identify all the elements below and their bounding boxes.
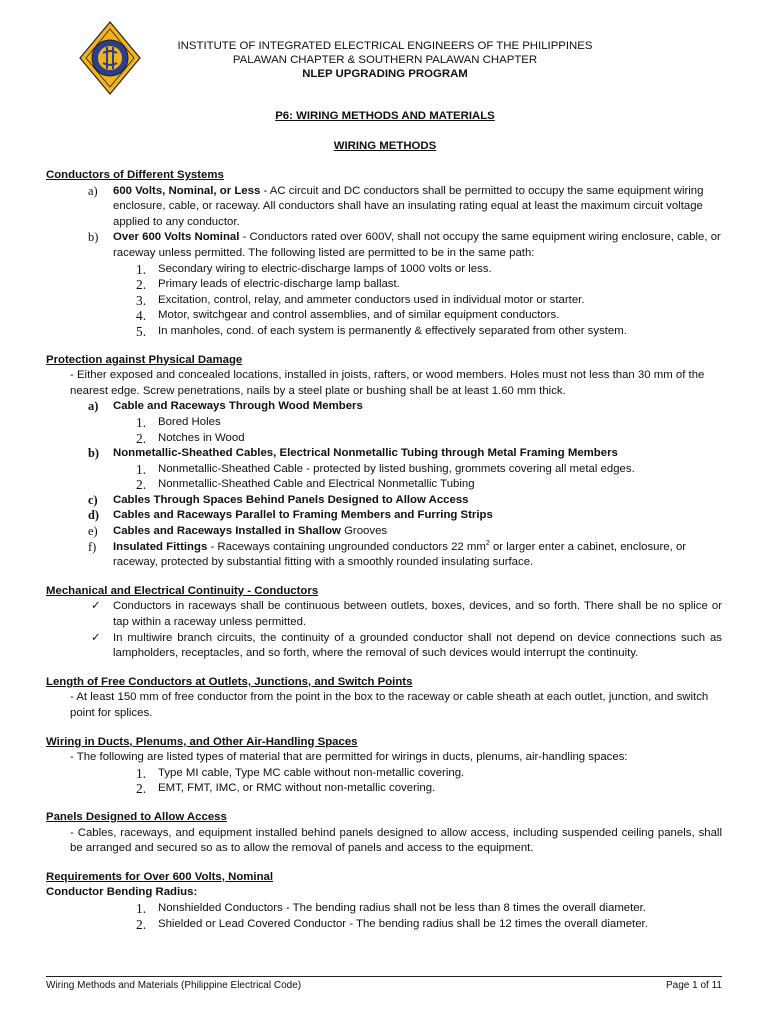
item-text: - AC circuit and DC conductors shall be permitted to occupy the same equipment wiring enclosure, cable, or raceway. All conductors shall have an insulating rating equal at least the maximum circuit voltage applied to any conductor. (113, 184, 704, 228)
item-label: d) (88, 508, 100, 523)
org-chapter: PALAWAN CHAPTER & SOUTHERN PALAWAN CHAPTER (232, 54, 538, 66)
numbered-item (46, 917, 722, 933)
item-label: e) (88, 524, 98, 539)
section-heading: Conductors of Different Systems (46, 169, 224, 181)
paragraph: - The following are listed types of material that are permitted for wirings in ducts, plenums, air-handling spaces: (70, 751, 628, 764)
item-text: Nonshielded Conductors - The bending radius shall not be less than 8 times the overall diameter. (158, 901, 646, 914)
section-heading: Protection against Physical Damage (46, 353, 243, 366)
item-text: Motor, switchgear and control assemblies, and of similar equipment conductors. (158, 309, 560, 322)
item-number: 2. (136, 477, 147, 493)
numbered-item (46, 277, 722, 293)
item-label: f) (88, 539, 97, 554)
numbered-item (46, 293, 722, 309)
item-text: Nonmetallic-Sheathed Cable - protected by listed bushing, grommets covering all metal edges. (158, 462, 635, 475)
item-text: Conductors in raceways shall be continuous between outlets, boxes, devices, and so forth. There shall be no splice or tap within a raceway unless permitted. (113, 600, 722, 629)
org-program: NLEP UPGRADING PROGRAM (302, 68, 468, 80)
check-icon: ✓ (91, 600, 101, 613)
paragraph: - Cables, raceways, and equipment installed behind panels designed to allow access, including suspended ceiling panels, shall be arranged and secured so as to allow the removal of panels and access to the equipment. (70, 826, 722, 855)
list-item (46, 399, 722, 415)
item-number: 1. (136, 900, 147, 916)
item-text: Notches in Wood (158, 431, 245, 444)
item-title: Cable and Raceways Through Wood Members (113, 400, 363, 413)
item-text: In multiwire branch circuits, the continuity of a grounded conductor shall not depend on device connections such as lampholders, receptacles, and so forth, where the removal of such devices would interrupt the continuity. (113, 631, 722, 660)
check-item (46, 631, 722, 662)
list-item (46, 446, 722, 462)
item-number: 1. (136, 461, 147, 477)
list-item (46, 540, 722, 571)
item-number: 3. (136, 292, 147, 308)
check-icon: ✓ (91, 631, 101, 644)
list-item (46, 184, 722, 231)
check-item (46, 599, 722, 630)
footer-divider (46, 976, 722, 977)
item-text: Excitation, control, relay, and ammeter conductors used in individual motor or starter. (158, 293, 585, 306)
numbered-item (46, 901, 722, 917)
item-text: Grooves (340, 525, 388, 538)
item-title: Cables Through Spaces Behind Panels Designed to Allow Access (113, 493, 469, 506)
item-number: 4. (136, 308, 147, 324)
item-number: 2. (136, 916, 147, 932)
item-label: b) (88, 446, 100, 461)
item-number: 1. (136, 765, 147, 781)
document-title: P6: WIRING METHODS AND MATERIALS (275, 110, 495, 122)
item-text: EMT, FMT, IMC, or RMC without non-metallic covering. (158, 782, 436, 795)
superscript: 2 (485, 539, 490, 547)
section-heading: Mechanical and Electrical Continuity - Conductors (46, 584, 319, 597)
page-number: Page 1 of 11 (666, 980, 722, 991)
item-text: Secondary wiring to electric-discharge lamps of 1000 volts or less. (158, 262, 492, 275)
item-text: - Conductors rated over 600V, shall not occupy the same equipment wiring enclosure, cable, or raceway unless permitted. The following listed are permitted to be in the same path: (113, 231, 721, 259)
paragraph: - At least 150 mm of free conductor from the point in the box to the raceway or cable sheath at each outlet, junction, and switch point for splices. (70, 691, 709, 719)
section-heading: Length of Free Conductors at Outlets, Junctions, and Switch Points (46, 675, 413, 688)
section-heading: Panels Designed to Allow Access (46, 810, 227, 823)
item-label: a) (88, 183, 98, 198)
numbered-item (46, 415, 722, 431)
item-text: - Raceways containing ungrounded conductors 22 mm (207, 540, 486, 553)
numbered-item (46, 462, 722, 478)
item-title: Cables and Raceways Parallel to Framing Members and Furring Strips (113, 509, 493, 522)
item-text: Nonmetallic-Sheathed Cable and Electrical Nonmetallic Tubing (158, 478, 475, 491)
list-item (46, 230, 722, 261)
numbered-item (46, 781, 722, 797)
numbered-item (46, 766, 722, 782)
item-number: 2. (136, 277, 147, 293)
iiee-logo-icon (78, 20, 142, 96)
item-label: c) (88, 492, 98, 507)
item-text: In manholes, cond. of each system is permanently & effectively separated from other system. (158, 324, 627, 337)
org-name: INSTITUTE OF INTEGRATED ELECTRICAL ENGINEERS OF THE PHILIPPINES (177, 40, 593, 52)
item-number: 2. (136, 430, 147, 446)
item-title: Cables and Raceways Installed in Shallow (113, 525, 341, 538)
item-number: 1. (136, 261, 147, 277)
item-title: Insulated Fittings (113, 540, 208, 553)
numbered-item (46, 262, 722, 278)
item-number: 5. (136, 323, 147, 339)
list-item (46, 508, 722, 524)
footer-title: Wiring Methods and Materials (Philippine Electrical Code) (46, 980, 302, 991)
list-item (46, 493, 722, 509)
item-number: 1. (136, 414, 147, 430)
subheading: Conductor Bending Radius: (46, 886, 198, 899)
item-label: b) (88, 230, 99, 245)
numbered-item (46, 477, 722, 493)
item-title: Nonmetallic-Sheathed Cables, Electrical Nonmetallic Tubing through Metal Framing Members (113, 447, 618, 460)
section-heading: Wiring in Ducts, Plenums, and Other Air-Handling Spaces (46, 735, 358, 748)
item-text: Primary leads of electric-discharge lamp ballast. (158, 278, 400, 291)
item-text: Type MI cable, Type MC cable without non-metallic covering. (158, 766, 465, 779)
item-title: 600 Volts, Nominal, or Less (113, 184, 261, 197)
list-item (46, 524, 722, 540)
document-body (46, 168, 722, 932)
numbered-item (46, 431, 722, 447)
item-number: 2. (136, 781, 147, 797)
paragraph: - Either exposed and concealed locations, installed in joists, rafters, or wood members. Holes must not less than 30 mm of the nearest edge. Screw penetrations, nails by a steel plate or bushing shall be at least 1.60 mm thick. (70, 369, 705, 397)
numbered-item (46, 308, 722, 324)
numbered-item (46, 324, 722, 340)
item-text: Bored Holes (158, 415, 221, 428)
document-subtitle: WIRING METHODS (333, 140, 437, 152)
section-heading: Requirements for Over 600 Volts, Nominal (46, 870, 274, 883)
item-title: Over 600 Volts Nominal (113, 231, 240, 244)
item-label: a) (88, 399, 99, 414)
item-text: Shielded or Lead Covered Conductor - The bending radius shall be 12 times the overall diameter. (158, 917, 648, 930)
item-text: or larger enter a cabinet, enclosure, or raceway, protected by substantial fitting with a smoothly rounded insulating surface. (113, 540, 687, 569)
